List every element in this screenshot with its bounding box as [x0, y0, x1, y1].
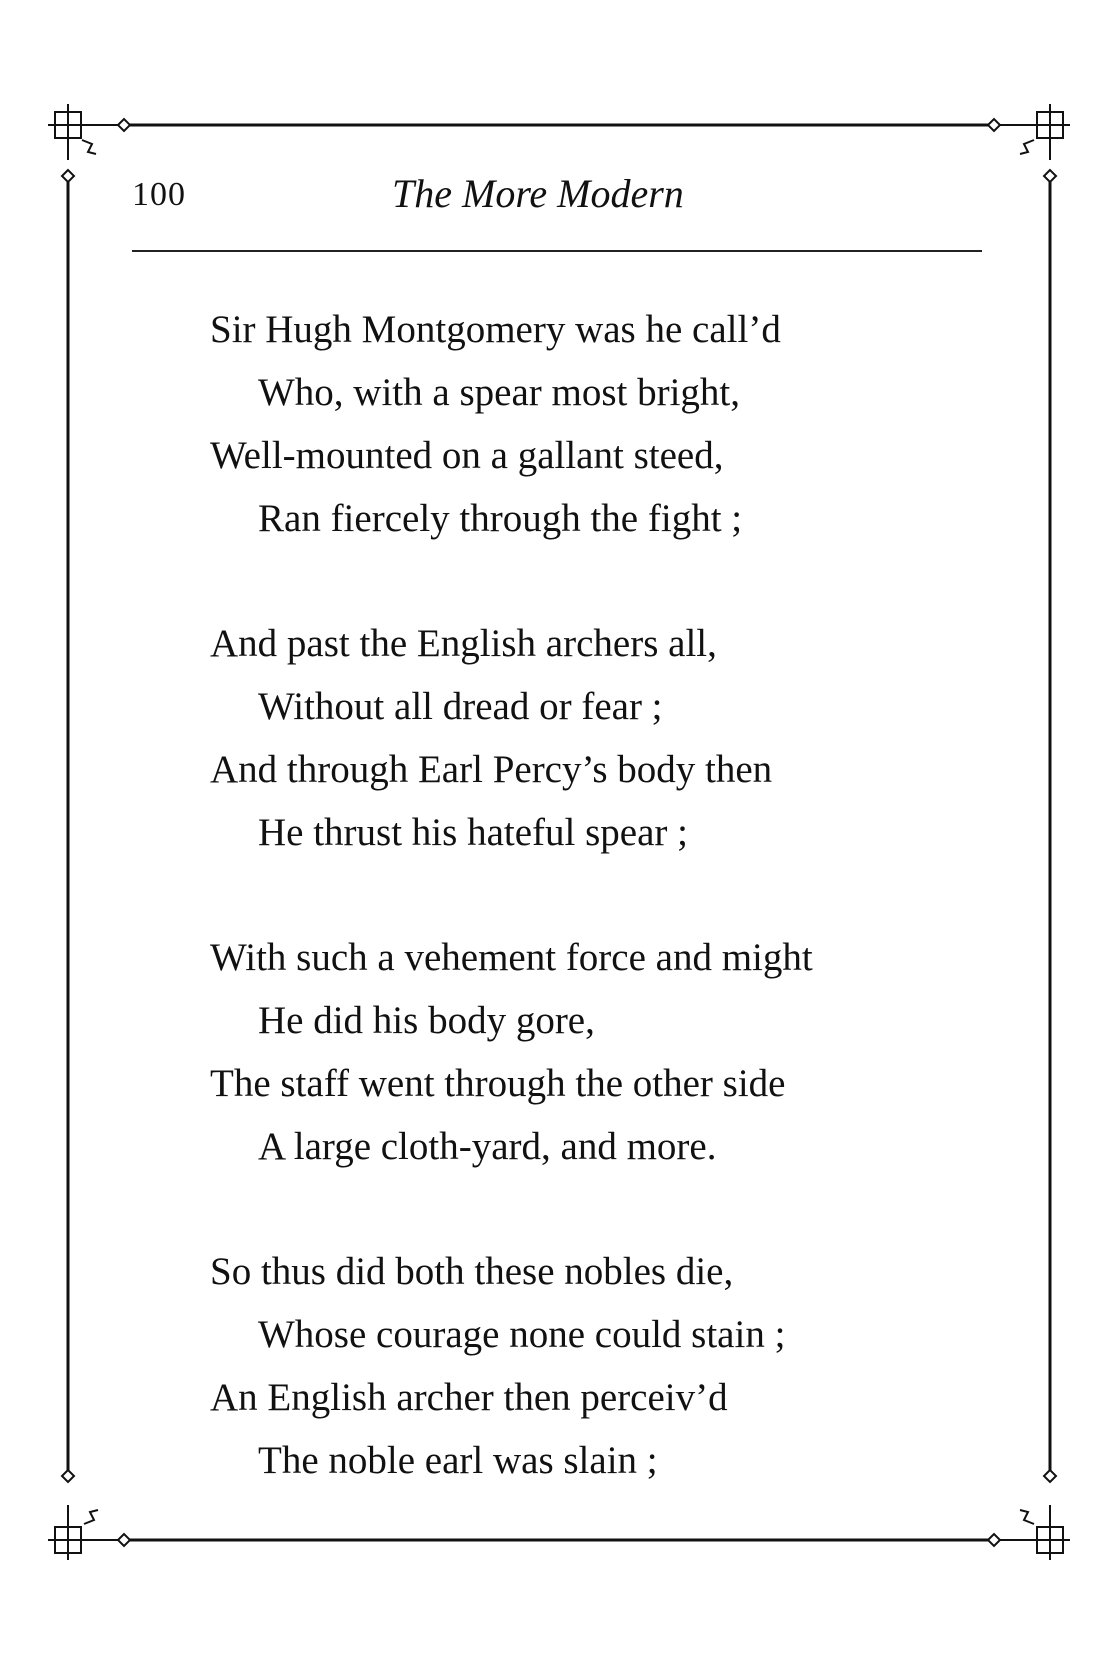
poem-line: Sir Hugh Montgomery was he call’d [210, 308, 781, 351]
stanza [210, 612, 970, 864]
poem-line: Whose courage none could stain ; [258, 1313, 786, 1356]
poem-line: And through Earl Percy’s body then [210, 748, 773, 791]
corner-ornament-bottom-right-icon [988, 1470, 1070, 1560]
poem-line: A large cloth-yard, and more. [258, 1125, 717, 1168]
corner-ornament-top-right-icon [988, 104, 1070, 182]
poem-line: The noble earl was slain ; [258, 1439, 658, 1482]
poem-line: He did his body gore, [258, 999, 595, 1042]
page-number: 100 [132, 176, 186, 213]
stanza [210, 1240, 970, 1492]
poem-line: And past the English archers all, [210, 622, 717, 665]
corner-ornament-bottom-left-icon [48, 1470, 130, 1560]
header-rule [132, 250, 982, 252]
poem-line: Ran fiercely through the fight ; [258, 497, 743, 540]
poem-line: With such a vehement force and might [210, 936, 813, 979]
poem-line: The staff went through the other side [210, 1062, 786, 1105]
poem-line: He thrust his hateful spear ; [258, 811, 688, 854]
running-title: The More Modern [392, 171, 684, 216]
stanza [210, 926, 970, 1178]
stanza [210, 298, 970, 550]
poem-line: So thus did both these nobles die, [210, 1250, 734, 1293]
poem-line: An English archer then perceiv’d [210, 1376, 728, 1419]
poem-body [210, 298, 970, 1554]
poem-line: Well-mounted on a gallant steed, [210, 434, 724, 477]
corner-ornament-top-left-icon [48, 104, 130, 182]
poem-line: Who, with a spear most bright, [258, 371, 740, 414]
poem-line: Without all dread or fear ; [258, 685, 663, 728]
